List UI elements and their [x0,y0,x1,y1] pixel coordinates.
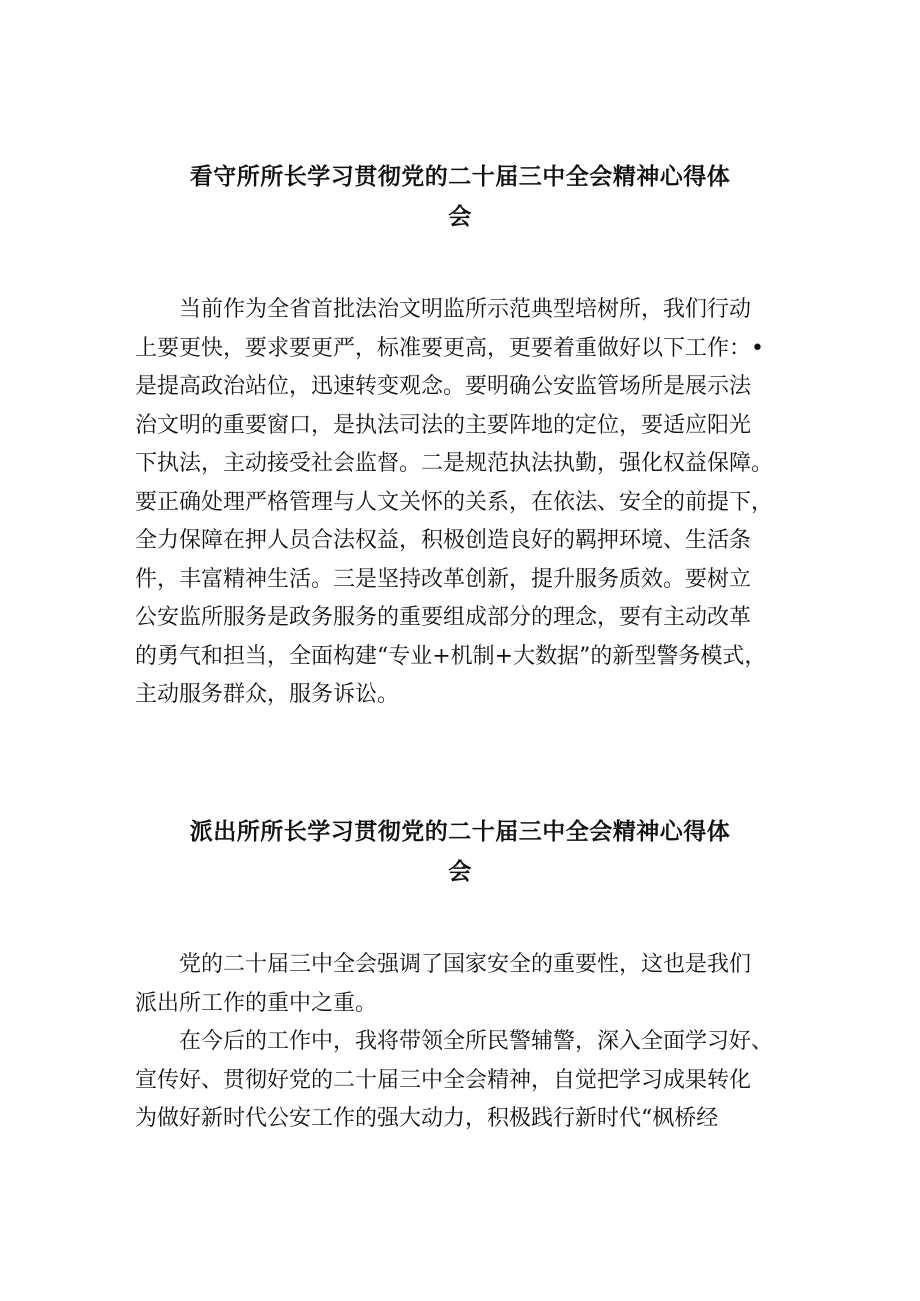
section2-title-line1: 派出所所长学习贯彻党的二十届三中全会精神心得体 [189,819,731,845]
section2-title [0,812,920,892]
paragraph-line: 派出所工作的重中之重。 [135,990,378,1016]
paragraph-line: 要正确处理严格管理与人文关怀的关系，在依法、安全的前提下， [135,489,774,515]
section1-title [0,157,920,237]
paragraph-line: 为做好新时代公安工作的强大动力，积极践行新时代“枫桥经 [135,1106,719,1131]
paragraph-line: 件，丰富精神生活。三是坚持改革创新，提升服务质效。要树立 [135,566,752,592]
paragraph-line: 公安监所服务是政务服务的重要组成部分的理念，要有主动改革 [135,605,752,630]
paragraph-line: 是提高政治站位，迅速转变观念。要明确公安监管场所是展示法 [135,374,752,399]
section2-title-line2: 会 [448,859,472,885]
paragraph-line: 治文明的重要窗口，是执法司法的主要阵地的定位，要适应阳光 [135,412,752,438]
paragraph-line: 下执法，主动接受社会监督。二是规范执法执勤，强化权益保障。 [135,451,774,476]
paragraph-line: 当前作为全省首批法治文明监所示范典型培树所，我们行动 [179,297,752,322]
paragraph-line: 上要更快，要求要更严，标准要更高，更要着重做好以下工作：• [135,335,764,361]
section2-paragraph-2 [135,1023,799,1139]
section1-title-line1: 看守所所长学习贯彻党的二十届三中全会精神心得体 [189,164,731,190]
paragraph-line: 主动服务群众，服务诉讼。 [135,682,400,707]
section1-paragraph [135,291,799,715]
paragraph-line: 的勇气和担当，全面构建“专业+机制+大数据”的新型警务模式， [135,643,767,669]
paragraph-line: 在今后的工作中，我将带领全所民警辅警，深入全面学习好、 [179,1029,774,1054]
paragraph-line: 全力保障在押人员合法权益，积极创造良好的羁押环境、生活条 [135,528,752,553]
section2-paragraph-1 [135,946,799,1023]
section1-title-line2: 会 [448,204,472,230]
paragraph-line: 党的二十届三中全会强调了国家安全的重要性，这也是我们 [179,952,752,977]
paragraph-line: 宣传好、贯彻好党的二十届三中全会精神，自觉把学习成果转化 [135,1067,752,1093]
